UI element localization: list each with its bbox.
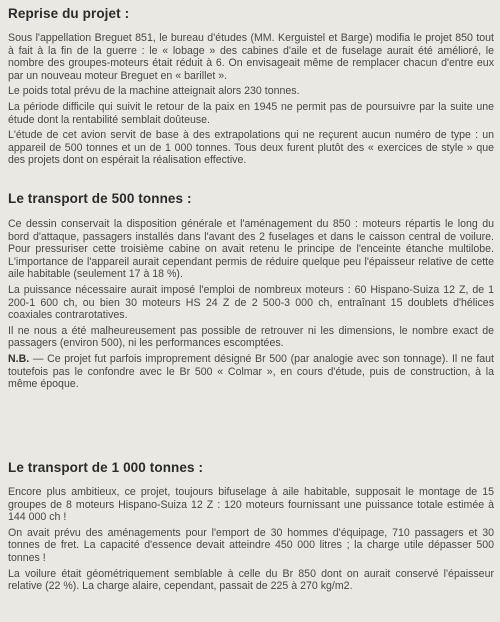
paragraph: La puissance nécessaire aurait imposé l'emploi de nombreux moteurs : 60 Hispano-Suiza 12 Z, de 1 200-1 600 ch, ou bien 30 moteurs HS 24 Z de 2 500-3 000 ch, entraînant 15 doublets d'hélices coaxiales contrarotatives. — [8, 283, 494, 322]
paragraph: Ce dessin conservait la disposition générale et l'aménagement du 850 : moteurs répartis le long du bord d'attaque, passagers installés dans l'avant des 2 fuselages et dans le caisson central de voilure. Pour pressuriser cette troisième cabine on avait retenu le principe de l'enceinte étanche multilobe. L'importance de l'appareil aurait cependant permis de réduire quelque peu l'épaisseur relative de cette aile habitable (seulement 17 à 18 %). — [8, 218, 494, 281]
section-body — [8, 218, 494, 391]
paragraph: La période difficile qui suivit le retour de la paix en 1945 ne permit pas de poursuivre par la suite une étude dont la rentabilité semblait doûteuse. — [8, 100, 494, 126]
section-body — [8, 32, 494, 167]
paragraph: La voilure était géométriquement semblable à celle du Br 850 dont on aurait conservé l'épaisseur relative (22 %). La charge alaire, cependant, passait de 225 à 270 kg/m2. — [8, 567, 494, 593]
nota-bene-paragraph — [8, 353, 494, 391]
section-body — [8, 486, 494, 593]
section-heading: Le transport de 500 tonnes : — [8, 191, 192, 206]
paragraph: Il ne nous a été malheureusement pas possible de retrouver ni les dimensions, le nombre exact de passagers (environ 500), ni les performances escomptées. — [8, 324, 494, 350]
paragraph: Encore plus ambitieux, ce projet, toujours bifuselage à aile habitable, supposait le montage de 15 groupes de 8 moteurs Hispano-Suiza 12 Z : 120 moteurs fournissant une puissance totale estimée à 144 000 ch ! — [8, 486, 494, 524]
paragraph: On avait prévu des aménagements pour l'emport de 30 hommes d'équipage, 710 passagers et 30 tonnes de fret. La capacité d'essence devait atteindre 450 000 litres ; la charge utile dépasser 500 tonnes ! — [8, 526, 494, 564]
paragraph: Le poids total prévu de la machine atteignait alors 230 tonnes. — [8, 85, 300, 98]
section-heading: Reprise du projet : — [8, 6, 130, 21]
paragraph: L'étude de cet avion servit de base à des extrapolations qui ne reçurent aucun numéro de type : un appareil de 500 tonnes et un de 1 000 tonnes. Tous deux furent plutôt des « exercices de style » que des projets dont on espérait la réalisation effective. — [8, 129, 494, 167]
nota-bene-text: — Ce projet fut parfois improprement désigné Br 500 (par analogie avec son tonnage). Il ne faut toutefois pas le confondre avec le Br 500 « Colmar », en cours d'étude, puis de construction, à la même époque. — [8, 352, 494, 391]
section-reprise-du-projet — [8, 6, 494, 170]
section-heading: Le transport de 1 000 tonnes : — [8, 460, 204, 475]
section-transport-1000-tonnes — [8, 460, 494, 596]
paragraph: Sous l'appellation Breguet 851, le bureau d'études (MM. Kerguistel et Barge) modifia le projet 850 tout à fait à la fin de la guerre : le « lobage » des cabines d'aile et de fuselage aurait été amélioré, le nombre des groupes-moteurs était réduit à 6. On envisageait même de remplacer chacun d'entre eux par un nouveau moteur Breguet en « barillet ». — [8, 32, 494, 82]
section-transport-500-tonnes — [8, 191, 494, 394]
nota-bene-label: N.B. — [8, 352, 30, 365]
